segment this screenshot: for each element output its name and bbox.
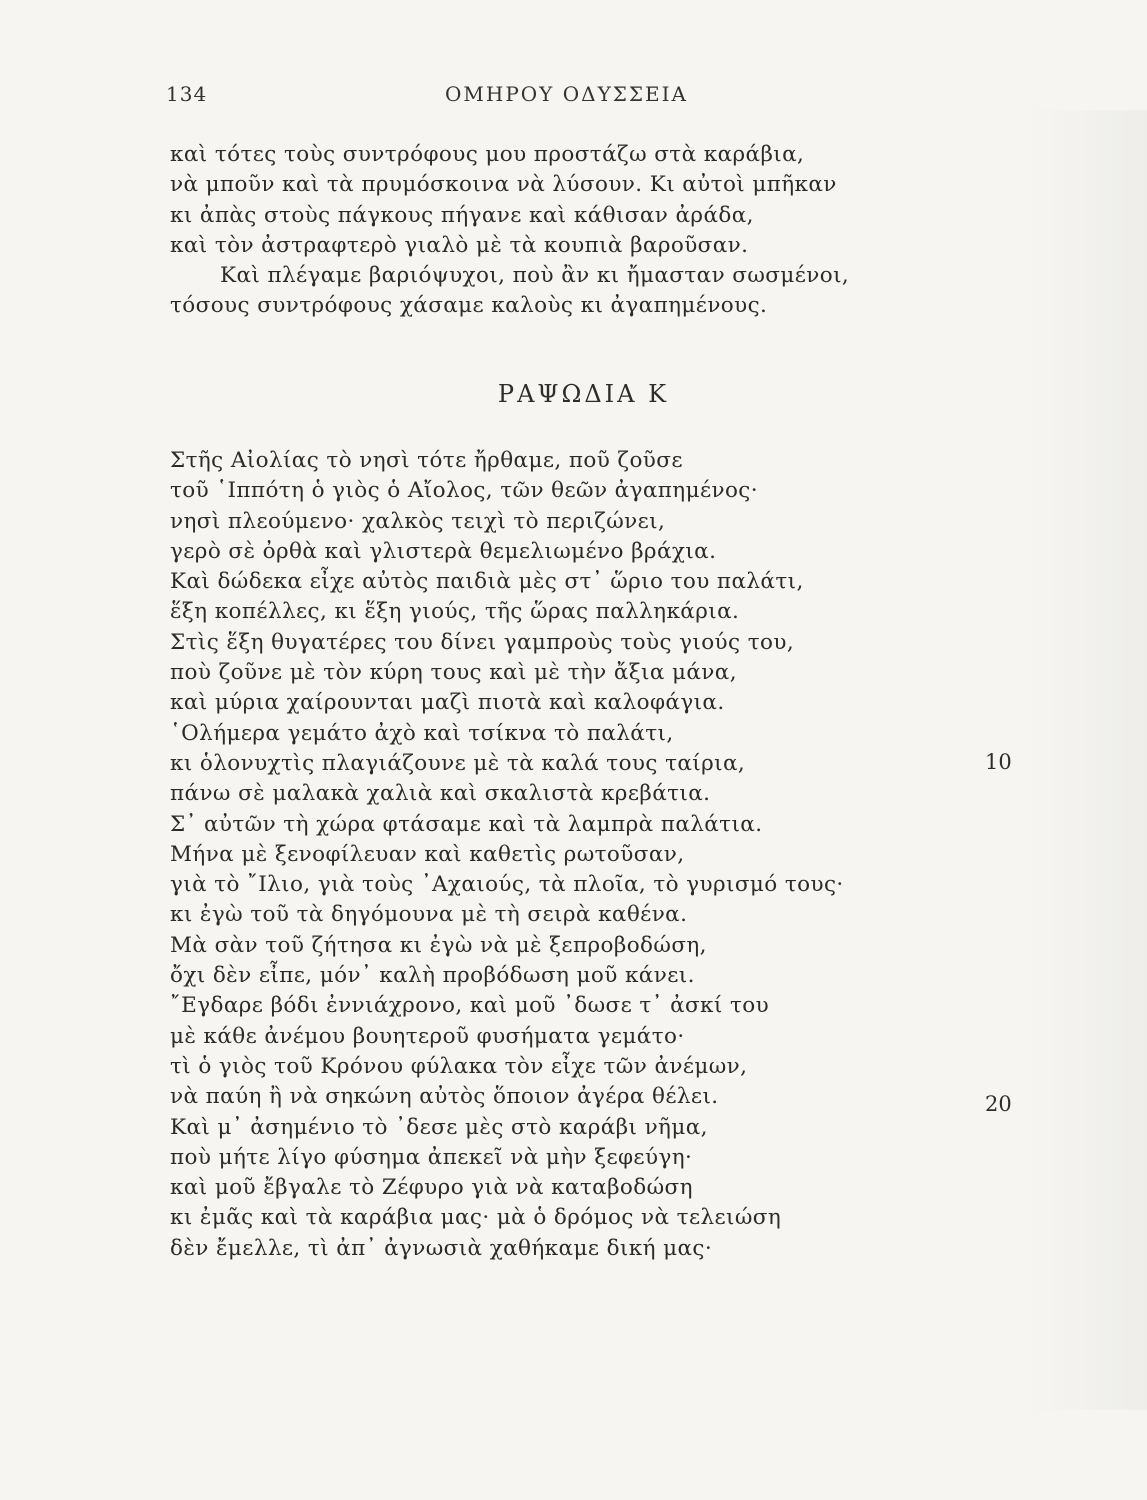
verse-line: πάνω σὲ μαλακὰ χαλιὰ καὶ σκαλιστὰ κρεβάτια. [170, 781, 711, 807]
preceding-verse-block [170, 140, 930, 322]
verse-line: Καὶ πλέγαμε βαριόψυχοι, ποὺ ἂν κι ἤμασταν σωσμένοι, [220, 263, 850, 289]
verse-line: καὶ μύρια χαίρουνται μαζὶ πιοτὰ καὶ καλοφάγια. [170, 690, 725, 716]
verse-line: Σ᾽ αὐτῶν τὴ χώρα φτάσαμε καὶ τὰ λαμπρὰ παλάτια. [170, 811, 763, 837]
verse-line: μὲ κάθε ἀνέμου βουητεροῦ φυσήματα γεμάτο· [170, 1023, 685, 1049]
verse-line: τὶ ὁ γιὸς τοῦ Κρόνου φύλακα τὸν εἶχε τῶν ἀνέμων, [170, 1053, 748, 1079]
running-title: ΟΜΗΡΟΥ ΟΔΥΣΣΕΙΑ [445, 82, 688, 106]
page-header [160, 82, 880, 112]
verse-line: δὲν ἔμελλε, τὶ ἀπ᾽ ἀγνωσιὰ χαθήκαμε δική μας· [170, 1235, 713, 1261]
verse-line: Μήνα μὲ ξενοφίλευαν καὶ καθετὶς ρωτοῦσαν, [170, 841, 685, 867]
verse-line: κι ἐγὼ τοῦ τὰ δηγόμουνα μὲ τὴ σειρὰ καθένα. [170, 902, 688, 928]
section-title: ΡΑΨΩΔΙΑ Κ [497, 380, 670, 408]
verse-line: Καὶ μ᾽ ἀσημένιο τὸ ᾽δεσε μὲς στὸ καράβι νῆμα, [170, 1114, 708, 1140]
verse-line: κι ὁλονυχτὶς πλαγιάζουνε μὲ τὰ καλά τους ταίρια, [170, 750, 746, 776]
verse-line: ἕξη κοπέλλες, κι ἕξη γιούς, τῆς ὥρας παλληκάρια. [170, 599, 740, 625]
line-number-marker: 10 [985, 750, 1012, 774]
verse-line: καὶ τὸν ἀστραφτερὸ γιαλὸ μὲ τὰ κουπιὰ βαροῦσαν. [170, 232, 749, 258]
verse-line: καὶ τότες τοὺς συντρόφους μου προστάζω στὰ καράβια, [170, 142, 805, 167]
verse-line: ποὺ μήτε λίγο φύσημα ἀπεκεῖ νὰ μὴν ξεφεύγη· [170, 1144, 693, 1170]
verse-line: Στῆς Αἰολίας τὸ νησὶ τότε ἤρθαμε, ποῦ ζοῦσε [170, 448, 683, 473]
verse-line: ὄχι δὲν εἶπε, μόν᾽ καλὴ προβόδωση μοῦ κάνει. [170, 963, 695, 989]
verse-line: νὰ παύη ἢ νὰ σηκώνη αὐτὸς ὅποιον ἀγέρα θέλει. [170, 1084, 719, 1110]
verse-line: ῎Εγδαρε βόδι ἐννιάχρονο, καὶ μοῦ ᾽δωσε τ᾽ ἀσκί του [170, 993, 770, 1019]
verse-line: καὶ μοῦ ἔβγαλε τὸ Ζέφυρο γιὰ νὰ καταβοδώση [170, 1175, 693, 1201]
verse-line: τόσους συντρόφους χάσαμε καλοὺς κι ἀγαπημένους. [170, 293, 768, 319]
verse-line: γερὸ σὲ ὀρθὰ καὶ γλιστερὰ θεμελιωμένο βράχια. [170, 538, 717, 564]
verse-line: Καὶ δώδεκα εἶχε αὐτὸς παιδιὰ μὲς στ᾽ ὥριο του παλάτι, [170, 569, 804, 595]
verse-line: κι ἐμᾶς καὶ τὰ καράβια μας· μὰ ὁ δρόμος νὰ τελειώση [170, 1205, 782, 1231]
verse-line: τοῦ ῾Ιππότη ὁ γιὸς ὁ Αἴολος, τῶν θεῶν ἀγαπημένος· [170, 478, 758, 504]
rhapsody-verse-block [170, 446, 930, 1264]
verse-line: κι ἀπὰς στοὺς πάγκους πήγανε καὶ κάθισαν ἀράδα, [170, 202, 754, 228]
verse-line: ῾Ολήμερα γεμάτο ἀχὸ καὶ τσίκνα τὸ παλάτι, [170, 720, 674, 746]
facing-page-bleed [1027, 110, 1147, 1410]
verse-line: Μὰ σὰν τοῦ ζήτησα κι ἐγὼ νὰ μὲ ξεπροβοδώση, [170, 932, 707, 958]
page-number: 134 [166, 82, 208, 106]
verse-line: ποὺ ζοῦνε μὲ τὸν κύρη τους καὶ μὲ τὴν ἄξια μάνα, [170, 660, 737, 686]
verse-line: γιὰ τὸ ῎Ιλιο, γιὰ τοὺς ᾽Αχαιούς, τὰ πλοῖα, τὸ γυρισμό τους· [170, 872, 844, 898]
line-number-marker: 20 [985, 1092, 1012, 1116]
verse-line: νὰ μποῦν καὶ τὰ πρυμόσκοινα νὰ λύσουν. Κι αὐτοὶ μπῆκαν [170, 172, 837, 198]
verse-line: Στὶς ἕξη θυγατέρες του δίνει γαμπροὺς τοὺς γιούς του, [170, 629, 795, 655]
verse-line: νησὶ πλεούμενο· χαλκὸς τειχὶ τὸ περιζώνει, [170, 508, 666, 534]
